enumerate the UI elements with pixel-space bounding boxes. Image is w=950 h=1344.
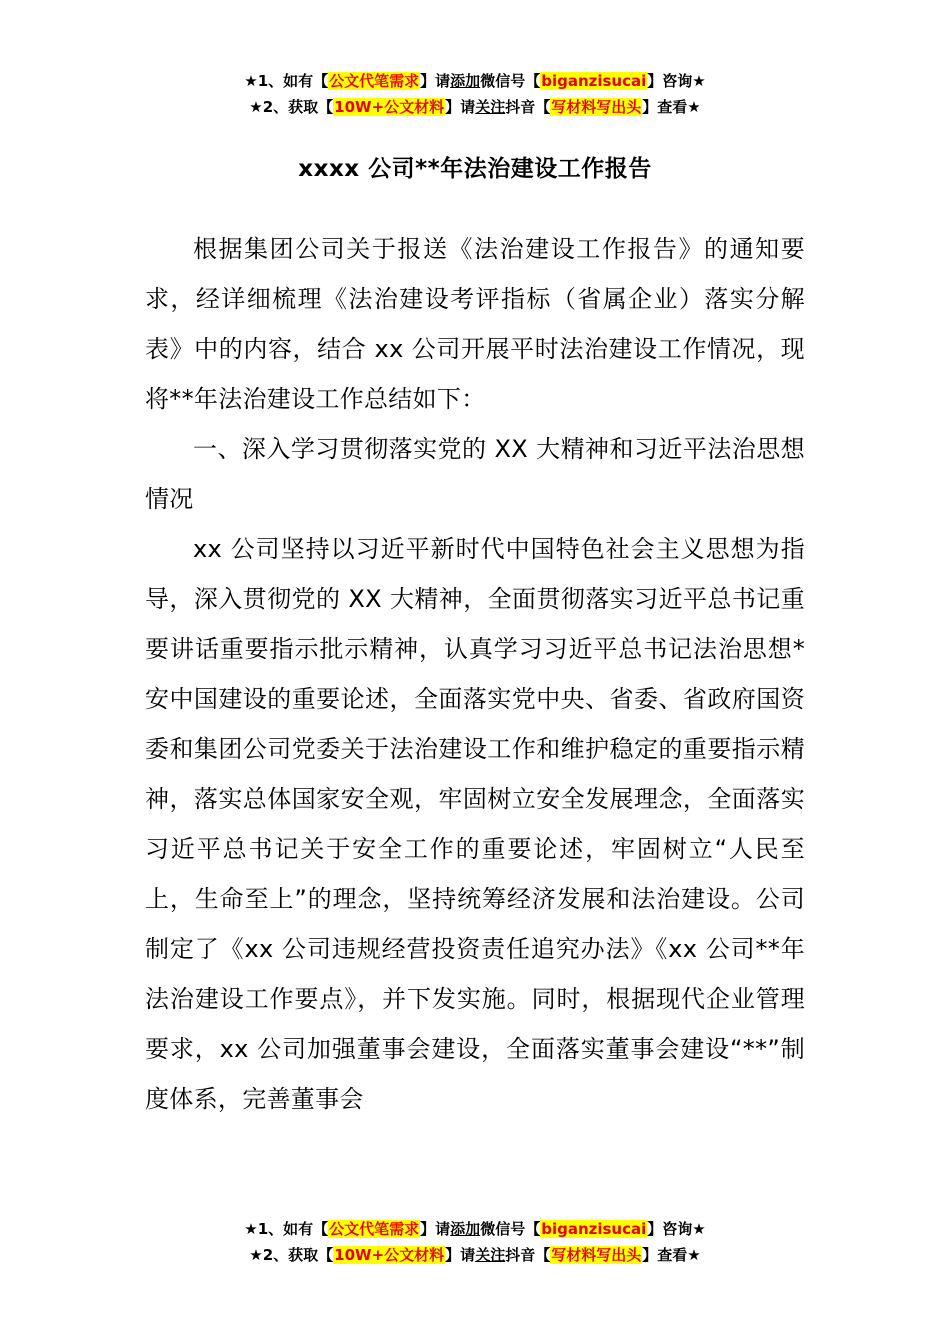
banner-text: 1、如有【: [257, 72, 329, 90]
star-icon: ★: [244, 1220, 258, 1238]
banner-line-1: [0, 1216, 950, 1242]
banner-text: 】咨询: [647, 72, 693, 90]
banner-line-2: [0, 1242, 950, 1268]
star-icon: ★: [687, 1246, 701, 1264]
highlight-materials: 10W+公文材料: [334, 1246, 445, 1264]
star-icon: ★: [244, 72, 258, 90]
highlight-wechat-id: biganzisucai: [541, 1220, 647, 1238]
highlight-service: 公文代笔需求: [329, 1220, 420, 1238]
banner-text: 2、获取【: [262, 98, 334, 116]
star-icon: ★: [249, 98, 263, 116]
document-body: [145, 224, 805, 1124]
banner-text: 2、获取【: [262, 1246, 334, 1264]
banner-text: 】查看: [642, 1246, 688, 1264]
banner-emphasis: 添加: [450, 72, 481, 90]
banner-text: 】咨询: [647, 1220, 693, 1238]
highlight-douyin-id: 写材料写出头: [551, 1246, 642, 1264]
star-icon: ★: [249, 1246, 263, 1264]
banner-text: 】请: [445, 98, 476, 116]
banner-text: 】请: [420, 1220, 451, 1238]
banner-line-2: [0, 94, 950, 120]
header-banner: [0, 68, 950, 120]
banner-text: 微信号【: [480, 1220, 541, 1238]
document-title: xxxx 公司**年法治建设工作报告: [298, 156, 652, 182]
highlight-douyin-id: 写材料写出头: [551, 98, 642, 116]
banner-emphasis: 关注: [475, 98, 506, 116]
banner-emphasis: 添加: [450, 1220, 481, 1238]
banner-line-1: [0, 68, 950, 94]
banner-text: 1、如有【: [257, 1220, 329, 1238]
star-icon: ★: [692, 1220, 706, 1238]
banner-text: 】请: [420, 72, 451, 90]
highlight-service: 公文代笔需求: [329, 72, 420, 90]
banner-text: 抖音【: [505, 98, 551, 116]
highlight-wechat-id: biganzisucai: [541, 72, 647, 90]
paragraph-content: xx 公司坚持以习近平新时代中国特色社会主义思想为指导，深入贯彻党的 XX 大精神，全面贯彻落实习近平总书记重要讲话重要指示批示精神，认真学习习近平总书记法治思想*安中国建设的重要论述，全面落实党中央、省委、省政府国资委和集团公司党委关于法治建设工作和维护稳定的重要指示精神，落实总体国家安全观，牢固树立安全发展理念，全面落实习近平总书记关于安全工作的重要论述，牢固树立“人民至上，生命至上”的理念，坚持统筹经济发展和法治建设。公司制定了《xx 公司违规经营投资责任追究办法》《xx 公司**年法治建设工作要点》，并下发实施。同时，根据现代企业管理要求，xx 公司加强董事会建设，全面落实董事会建设“**”制度体系，完善董事会: [145, 535, 805, 1113]
star-icon: ★: [687, 98, 701, 116]
highlight-materials: 10W+公文材料: [334, 98, 445, 116]
banner-text: 】查看: [642, 98, 688, 116]
banner-text: 抖音【: [505, 1246, 551, 1264]
banner-text: 】请: [445, 1246, 476, 1264]
section-heading: 一、深入学习贯彻落实党的 XX 大精神和习近平法治思想情况: [145, 435, 805, 513]
banner-text: 微信号【: [480, 72, 541, 90]
banner-emphasis: 关注: [475, 1246, 506, 1264]
footer-banner: [0, 1216, 950, 1268]
paragraph-intro: 根据集团公司关于报送《法治建设工作报告》的通知要求，经详细梳理《法治建设考评指标（省属企业）落实分解表》中的内容，结合 xx 公司开展平时法治建设工作情况，现将**年法治建设工作总结如下：: [145, 235, 805, 413]
star-icon: ★: [692, 72, 706, 90]
